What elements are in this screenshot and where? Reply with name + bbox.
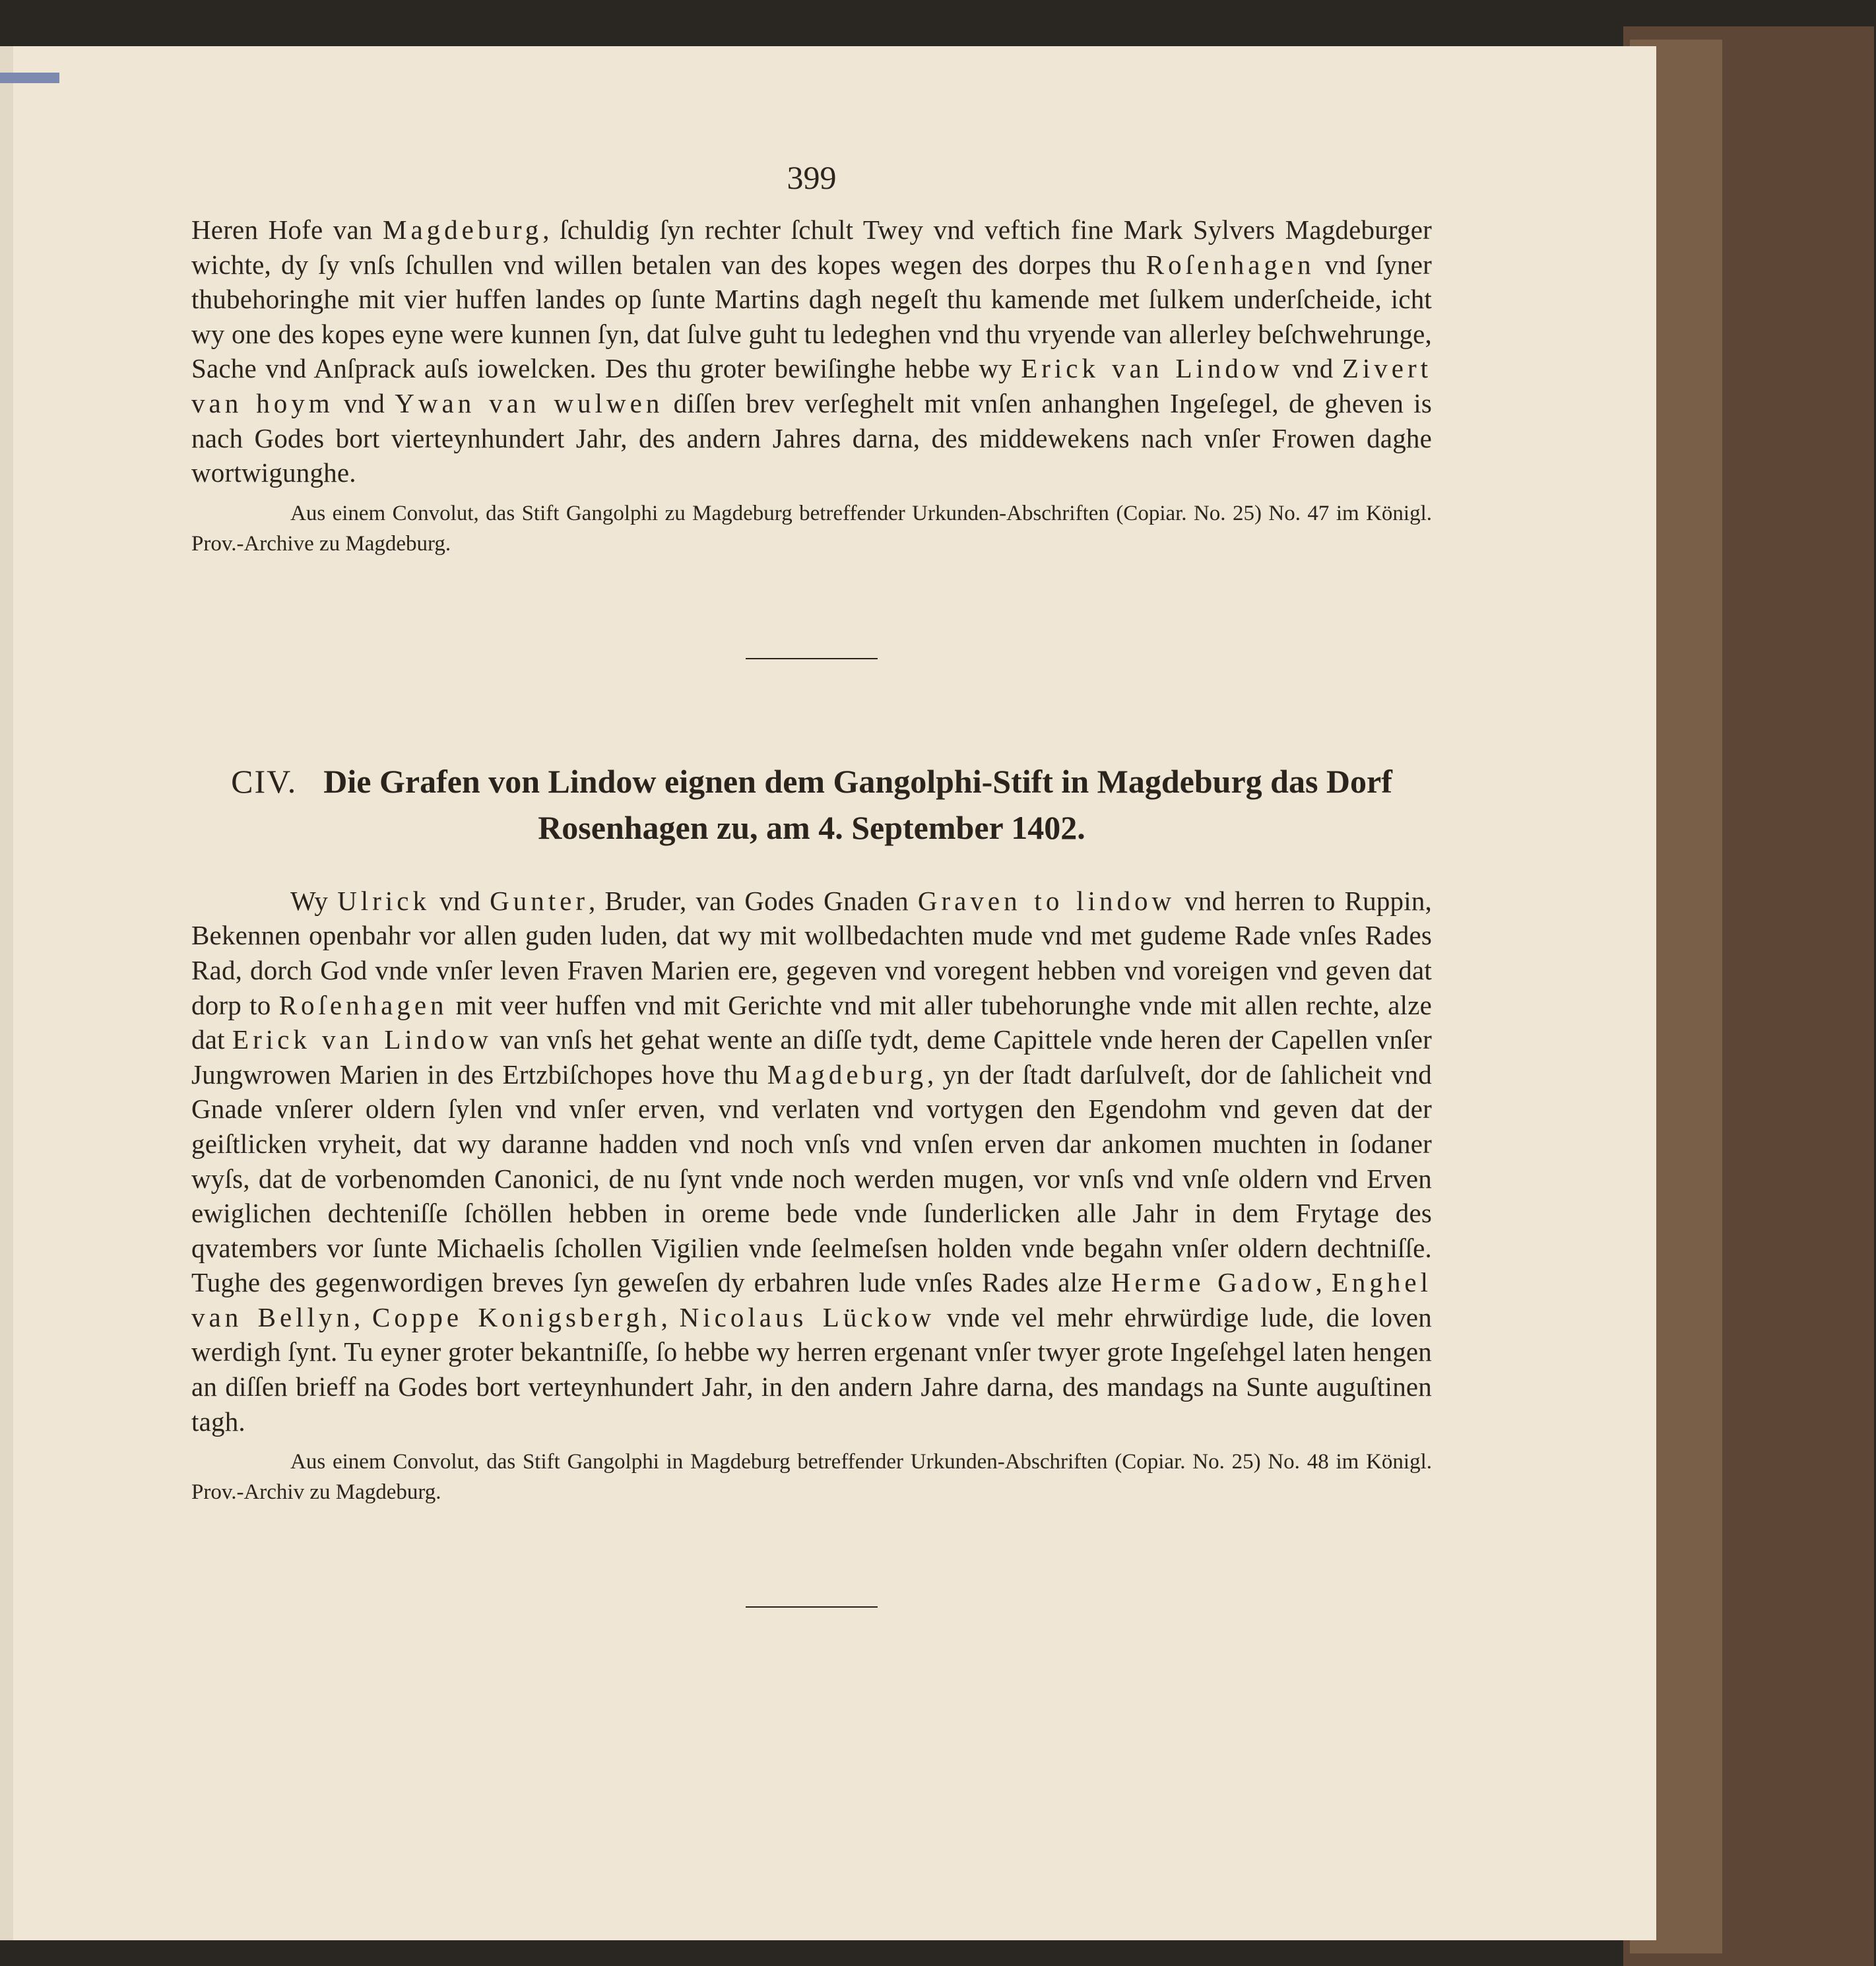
doc2-person-name: Nicolaus Lückow xyxy=(679,1301,936,1332)
document-2-text xyxy=(191,884,1432,1439)
doc2-text-segment: , yn der ſtadt darſulveſt, dor de ſahlicheit vnd Gnade vnſerer oldern ſylen vnd vnſer erven, vnd verlaten vnd vortygen den Egendohm vnd geven dat der geiſtlicken vryheit, dat wy daranne hadden vnd noch vnſs vnd vnſen erven dar ankomen muchten in ſodaner wyſs, dat de vorbenomden Canonici, de nu ſynt vnde noch werden mugen, vor vnſs vnd vnſe oldern vnd Erven ewiglichen dechteniſſe ſchöllen hebben in oreme bede vnde ſunderlicken alle Jahr in dem Frytage des qvatembers vor ſunte Michaelis ſchollen Vigilien vnde ſeelmeſsen holden vnde begahn vnſer oldern dechtniſſe. Tughe des gegenwordigen breves ſyn geweſen dy erbahren lude vnſes Rades alze xyxy=(191,1059,1433,1298)
doc1-place-name: Magdeburg xyxy=(383,214,543,245)
doc2-person-name: Erick van Lindow xyxy=(232,1024,492,1055)
doc1-text-segment: , ſchuldig ſyn rechter ſchult Twey vnd veftich fine Mark Sylvers Magdeburger wichte, dy ſy vnſs ſchullen vnd willen betalen van des kopes wegen des dorpes thu xyxy=(191,214,1432,280)
section-title: Die Grafen von Lindow eignen dem Gangolphi-Stift in Magdeburg das Dorf Rosenhagen zu, am 4. September 1402. xyxy=(323,762,1392,846)
doc2-text-segment: mit veer huffen vnd mit Gerichte vnd mit aller tubehorunghe vnde mit allen rechte, alze dat xyxy=(191,989,1432,1055)
doc2-person-name: Coppe Konigsbergh xyxy=(372,1301,661,1332)
doc2-person-name: Gunter xyxy=(490,885,589,916)
section-numeral: CIV. xyxy=(231,762,298,800)
source-note-text: Aus einem Convolut, das Stift Gangolphi in Magdeburg betreffender Urkunden-Abschriften (Copiar. No. 25) No. 48 im Königl. Prov.-Archiv zu Magdeburg. xyxy=(191,1450,1432,1505)
page-number: 399 xyxy=(787,159,837,196)
doc2-text-segment: vnde vel mehr ehrwürdige lude, die loven werdigh ſynt. Tu eyner groter bekantniſſe, ſo hebbe wy herren ergenant vnſer twyer grote Ingeſehgel laten hengen an diſſen brieff na Godes bort verteynhundert Jahr, in den andern Jahre darna, des mandags na Sunte auguſtinen tagh. xyxy=(191,1301,1433,1437)
doc2-text-segment: Wy xyxy=(290,885,338,916)
doc1-person-name: Erick van Lindow xyxy=(1021,353,1284,384)
doc2-person-name: Enghel van Bellyn xyxy=(191,1267,1432,1332)
document-2-source-note xyxy=(191,1447,1432,1507)
doc2-text-segment: , xyxy=(1315,1267,1332,1298)
doc2-person-name: Ulrick xyxy=(337,885,430,916)
doc1-text-segment: vnd xyxy=(333,387,395,418)
doc2-text-segment: vnd xyxy=(430,885,490,916)
doc1-text-segment: diſſen brev verſeghelt mit vnſen anhanghen Ingeſegel, de gheven is nach Godes bort vierteynhundert Jahr, des andern Jahres darna, des middewekens nach vnſer Frowen daghe wortwigunghe. xyxy=(191,387,1433,488)
doc2-text-segment: , xyxy=(661,1301,680,1332)
page-content xyxy=(191,158,1432,1608)
doc1-text-segment: Heren Hofe van xyxy=(191,214,383,245)
doc2-person-name: Herme Gadow xyxy=(1111,1267,1316,1298)
doc1-person-name: Zivert van hoym xyxy=(191,353,1432,418)
doc2-text-segment: van vnſs het gehat wente an diſſe tydt, deme Capittele vnde heren der Capellen vnſer Jungwrowen Marien in des Ertzbiſchopes hove thu xyxy=(191,1024,1432,1090)
document-1-text xyxy=(191,213,1432,490)
doc2-text-segment: , Bruder, van Godes Gnaden xyxy=(589,885,918,916)
document-1-source-note xyxy=(191,498,1432,559)
source-note-text: Aus einem Convolut, das Stift Gangolphi zu Magdeburg betreffender Urkunden-Abschriften (Copiar. No. 25) No. 47 im Königl. Prov.-Archive zu Magdeburg. xyxy=(191,501,1432,556)
section-heading xyxy=(191,758,1432,851)
doc1-text-segment: vnd xyxy=(1283,353,1342,384)
bookmark-ribbon xyxy=(0,73,59,83)
section-separator xyxy=(746,1606,878,1608)
doc1-text-segment: vnd ſyner thubehoringhe mit vier huffen landes op ſunte Martins dagh negeſt thu kamende met ſulkem underſcheide, icht wy one des kopes eyne were kunnen ſyn, dat ſulve guht tu ledeghen vnd thu vryende van allerley beſchwehrunge, Sache vnd Anſprack auſs iowelcken. Des thu groter bewiſinghe hebbe wy xyxy=(191,249,1432,384)
doc2-text-segment: vnd herren to Ruppin, Bekennen openbahr vor allen guden luden, dat wy mit wollbedachten mude vnd met gudeme Rade vnſes Rades Rad, dorch God vnde vnſer leven Fraven Marien ere, gegeven vnd voregent hebben vnd voreigen vnd geven dat dorp to xyxy=(191,885,1432,1020)
doc2-place-name: Roſenhagen xyxy=(278,989,448,1020)
doc1-place-name: Roſenhagen xyxy=(1146,249,1315,280)
doc2-title-name: Graven to lindow xyxy=(917,885,1176,916)
doc2-place-name: Magdeburg xyxy=(767,1059,927,1090)
doc1-person-name: Ywan van wulwen xyxy=(395,387,664,418)
doc2-text-segment: , xyxy=(353,1301,373,1332)
